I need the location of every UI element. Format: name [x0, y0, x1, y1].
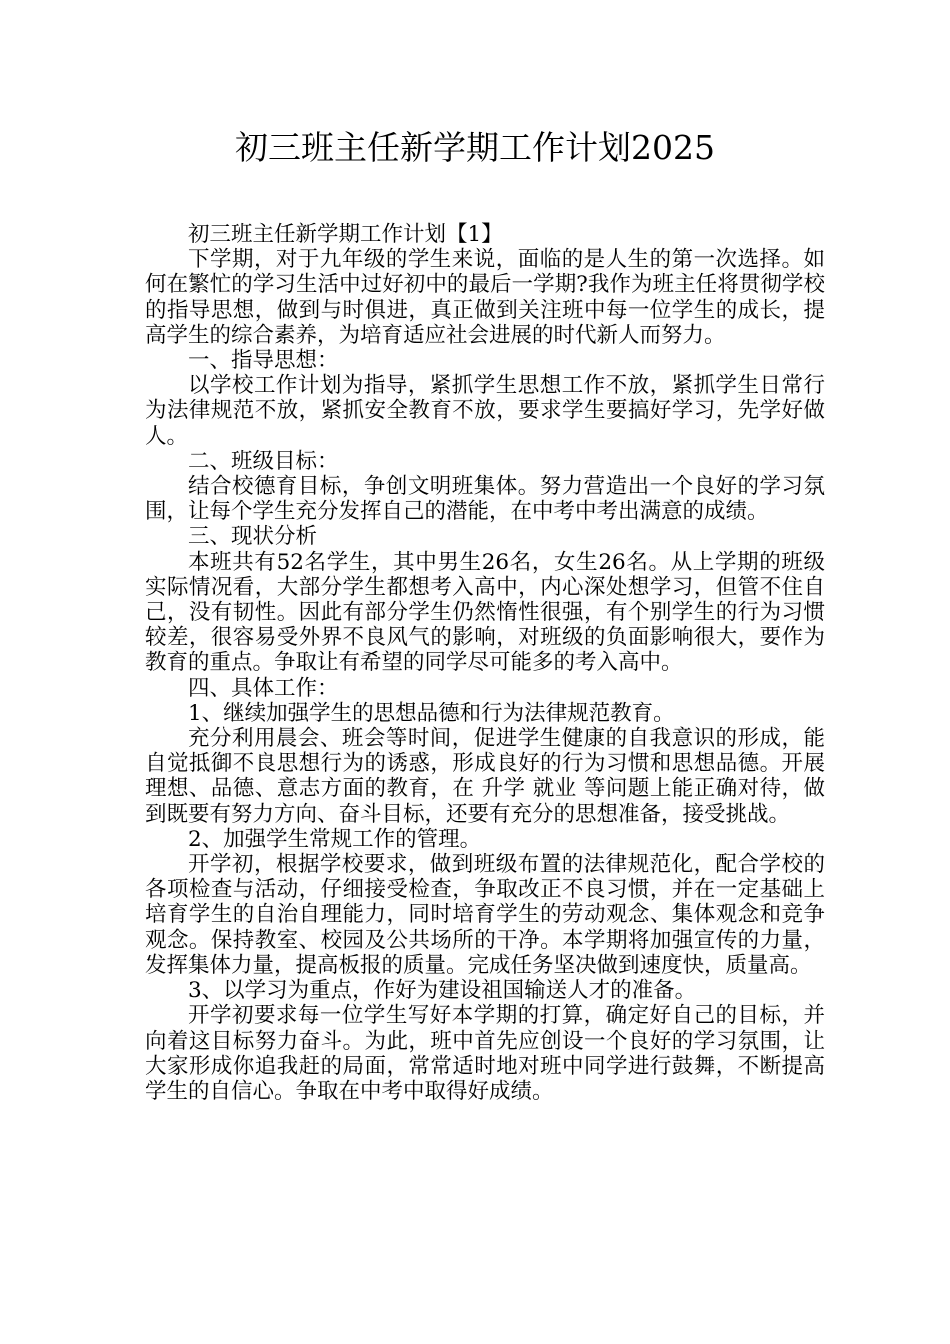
page-title: 初三班主任新学期工作计划2025	[235, 128, 715, 167]
paragraph-work-1: 充分利用晨会、班会等时间，促进学生健康的自我意识的形成，能自觉抵御不良思想行为的诱惑，形成良好的行为习惯和思想品德。开展理想、品德、意志方面的教育，在 升学 就业 等问题上能正确对待，做到既要有努力方向、奋斗目标，还要有充分的思想准备，接受挑战。	[145, 726, 825, 827]
paragraph-intro: 下学期，对于九年级的学生来说，面临的是人生的第一次选择。如何在繁忙的学习生活中过好初中的最后一学期?我作为班主任将贯彻学校的指导思想，做到与时俱进，真正做到关注班中每一位学生的成长，提高学生的综合素养，为培育适应社会进展的时代新人而努力。	[145, 247, 825, 348]
subheading-work-1: 1、继续加强学生的思想品德和行为法律规范教育。	[188, 700, 675, 726]
paragraph-class-goal: 结合校德育目标，争创文明班集体。努力营造出一个良好的学习氛围，让每个学生充分发挥自己的潜能，在中考中考出满意的成绩。	[145, 474, 825, 525]
paragraph-status-analysis: 本班共有52名学生，其中男生26名，女生26名。从上学期的班级实际情况看，大部分学生都想考入高中，内心深处想学习，但管不住自己，没有韧性。因此有部分学生仍然惰性很强，有个别学生的行为习惯较差，很容易受外界不良风气的影响，对班级的负面影响很大，要作为教育的重点。争取让有希望的同学尽可能多的考入高中。	[145, 549, 825, 676]
subheading-work-3: 3、以学习为重点，作好为建设祖国输送人才的准备。	[188, 978, 697, 1004]
paragraph-work-3: 开学初要求每一位学生写好本学期的打算，确定好自己的目标，并向着这目标努力奋斗。为此，班中首先应创设一个良好的学习氛围，让大家形成你追我赶的局面，常常适时地对班中同学进行鼓舞，不断提高学生的自信心。争取在中考中取得好成绩。	[145, 1003, 825, 1104]
heading-guiding-thought: 一、指导思想：	[188, 348, 339, 374]
document-body	[145, 222, 825, 1104]
heading-class-goal: 二、班级目标：	[188, 448, 339, 474]
section-heading-plan-1: 初三班主任新学期工作计划【1】	[188, 222, 503, 247]
paragraph-guiding-thought: 以学校工作计划为指导，紧抓学生思想工作不放，紧抓学生日常行为法律规范不放，紧抓安全教育不放，要求学生要搞好学习，先学好做人。	[145, 373, 825, 449]
paragraph-work-2: 开学初，根据学校要求，做到班级布置的法律规范化，配合学校的各项检查与活动，仔细接受检查，争取改正不良习惯，并在一定基础上培育学生的自治自理能力，同时培育学生的劳动观念、集体观念和竞争观念。保持教室、校园及公共场所的干净。本学期将加强宣传的力量，发挥集体力量，提高板报的质量。完成任务坚决做到速度快，质量高。	[145, 852, 825, 978]
heading-status-analysis: 三、现状分析	[188, 524, 318, 550]
subheading-work-2: 2、加强学生常规工作的管理。	[188, 826, 482, 852]
heading-specific-work: 四、具体工作：	[188, 675, 339, 701]
